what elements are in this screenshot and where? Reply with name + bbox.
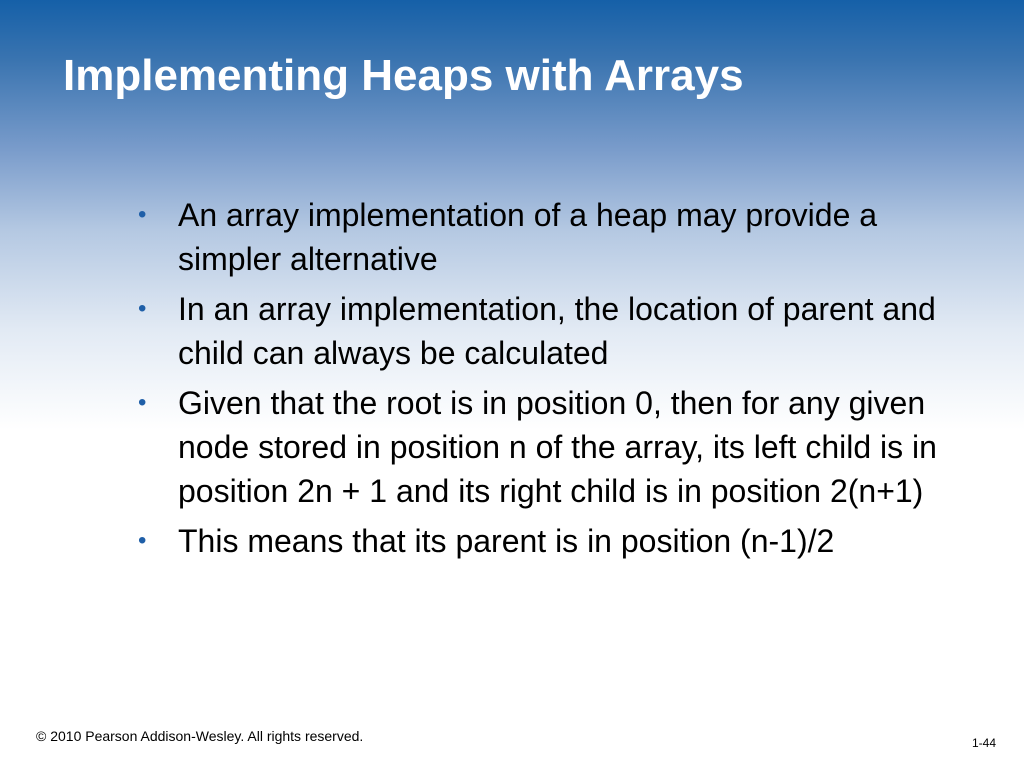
bullet-text: Given that the root is in position 0, then for any given node stored in position n of the array, its left child is in position 2n + 1 and its right child is in position 2(n+1): [178, 385, 937, 509]
bullet-item: [138, 381, 978, 513]
bullet-icon: •: [138, 201, 147, 228]
bullet-list: [138, 193, 978, 569]
bullet-icon: •: [138, 527, 147, 554]
bullet-item: [138, 193, 978, 281]
bullet-icon: •: [138, 295, 147, 322]
bullet-icon: •: [138, 389, 147, 416]
slide-title: Implementing Heaps with Arrays: [63, 51, 744, 100]
bullet-item: [138, 287, 978, 375]
bullet-text: This means that its parent is in position (n-1)/2: [178, 523, 835, 559]
footer-copyright: © 2010 Pearson Addison-Wesley. All rights reserved.: [36, 728, 364, 744]
bullet-text: In an array implementation, the location of parent and child can always be calculated: [178, 291, 936, 371]
page-number: 1-44: [971, 736, 996, 750]
bullet-text: An array implementation of a heap may provide a simpler alternative: [178, 197, 878, 277]
bullet-item: [138, 519, 978, 563]
